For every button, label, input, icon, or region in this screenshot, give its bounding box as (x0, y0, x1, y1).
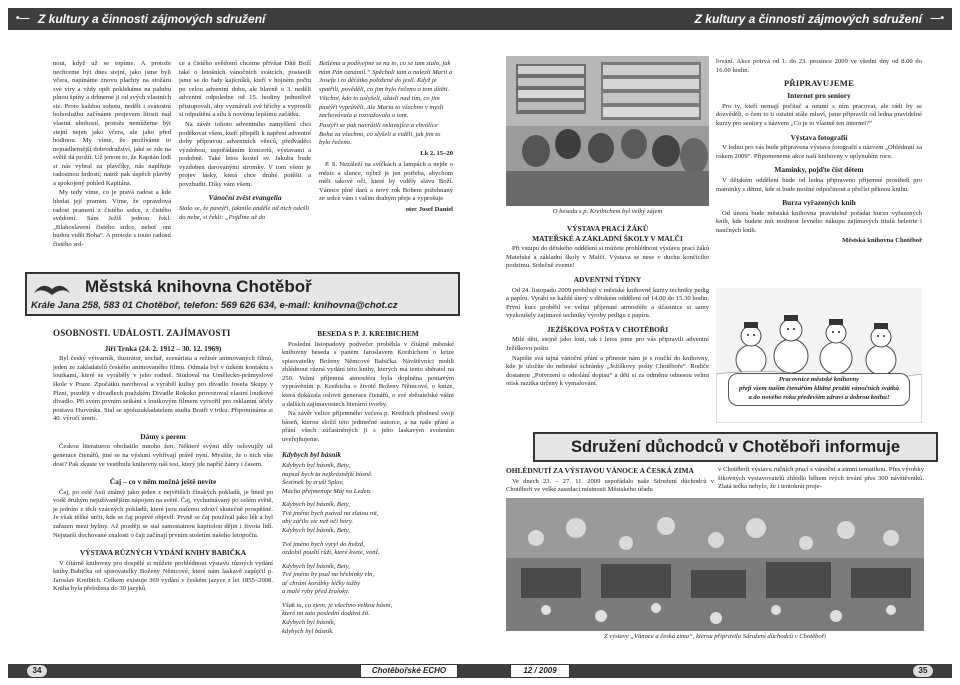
section-title: OSOBNOSTI. UDÁLOSTI. ZAJÍMAVOSTI (53, 328, 231, 338)
left-bottom-col1 (53, 325, 273, 660)
masthead-contact: Krále Jana 258, 583 01 Chotěboř, telefon: 569 626 634, e-mail: knihovna@chot.cz (31, 300, 398, 311)
section-heading: Dámy s perem (140, 431, 186, 441)
section-heading: Internet pro seniory (787, 91, 851, 101)
poem-line: Mácha přejmenuje Máj na Leden. (282, 487, 372, 495)
poem-line: ozdobil pouští růží, které kvete, vonÍ. (282, 549, 380, 557)
poem-line: Kdybych byl básník, Bety, (282, 462, 350, 469)
section-heading: Burza vyřazených knih (782, 198, 856, 208)
left-top-col2 (179, 60, 311, 265)
seniors-col1 (506, 466, 714, 496)
masthead-title: Městská knihovna Chotěboř (85, 277, 312, 296)
snowmen-greeting-card (716, 288, 922, 423)
exhibition-caption: Z výstavy „Vánoce a česká zima“, kterou připravilo Sdružení důchodců v Chotěboři (603, 633, 827, 640)
right-col2 (716, 58, 922, 284)
paragraph: lování. Akce potrvá od 1. do 23. prosince 2009 ve všední dny od 8.00 do 16.00 hodin. (716, 58, 922, 74)
bible-reference: Lk 2, 15–20 (420, 149, 453, 157)
right-header-title: Z kultury a činnosti zájmových sdružení (694, 12, 922, 26)
poem-line: Kdybych byl básník, (282, 619, 336, 626)
poem-line: a malé ryby před žraloky. (282, 588, 350, 596)
arrow-right-icon: —• (930, 13, 944, 24)
page-number: 34 (26, 664, 48, 678)
issue-number: 12 / 2009 (510, 664, 570, 678)
section-heading: BESEDA S P. J. KREIBICHEM (317, 329, 419, 338)
section-title: PŘIPRAVUJEME (783, 78, 855, 89)
photo-caption: O besedu s p. Kreibichem byl velký zájem (552, 208, 663, 215)
poem-line: Tvé jméno bych vyryl do hvězd, (282, 540, 365, 548)
magazine-title: Chotěbořské ECHO (360, 664, 458, 678)
section-heading: Maminky, pojďte číst dětem (774, 165, 864, 175)
poem-line: které mi tato poslední dodává žít. (282, 610, 370, 618)
paragraph: Všichni, kdo to uslyšeli, užasli nad tím, co jim pastýři vyprávěli. Ale Maria to všechno v mysli zachovávala a rozvažovala o tom. (319, 95, 444, 120)
right-col1 (506, 220, 709, 430)
left-top-col3 (319, 60, 453, 265)
paragraph: Pro ty, kteří nemají počítač a neumí s ním pracovat, ale rádi by se dozvěděli, o čem to ti ostatní stále mluví, jsme připravili od ledna pravidelné kurzy pro seniory s názvem „Co je to vlastně ten internet?“ (716, 102, 922, 128)
page-number: 35 (912, 664, 934, 678)
left-header-title: Z kultury a činnosti zájmových sdružení (38, 12, 266, 26)
poem-line: Však tu, co zjem, je všechno velkou básní, (282, 601, 393, 609)
paragraph: Českou literaturou obohatilo mnoho žen. Některé svými díly oslovujíly už generace čtenářů, jiné se na výsluní vyhřívají právě nyní. Myslíte, že o nich víte dost? Pak zkuste ve vestibulu knihovny náš test, který jde napříč žánry i časem. (53, 443, 273, 468)
poem-line: Tvé jméno by psal na hřebínky vln, (282, 571, 375, 579)
arrow-left-icon: •— (16, 13, 30, 24)
paragraph: Od února bude městská knihovna pravidelně pořádat burzu vyřazených knih, kde budete mít možnost levného nákupu zajímavých titulů beletrie i naučných knih. (716, 209, 922, 234)
paragraph: Betléma a podívejme se na to, co se tam stalo, jak nám Pán oznámil.“ Spěchali tam a nalezli Marii a Josefa i to děťátko položené do jeslí. Když je spatřili, pověděli, co jim bylo řečeno o tom dítěti. (319, 60, 453, 93)
paragraph: Poslední listopadový podvečer proběhla v čítárně městské knihovny beseda s panem Jaroslavem Kreibichem o krize spisovatelky Boženy Němcové Babička. Návštěvníci mohli zhlédnout různá vydání této knihy, kterých má tento sběratel na 250. Velmi příjemná atmosféra byla doplněna poutavým vyprávěním p. Kreibicha o životě Boženy Němcové, o knize, která dokázala oslovit generace čtenářů, o své sběratelské vášni a dalších zajímavostech literární tvorby. (282, 340, 454, 408)
paragraph: Od 24. listopadu 2009 probíhají v městské knihovně kurzy techniky pedig a papíru. Vyrábí se každé úterý v dětském oddělení od 14.00 do 15.30 hodin. První kurz proběhl ve velmi příjemné atmosféře a účastnice si samy vyzkoušely zajímavé techniky výroby pedigu z papíru. (506, 286, 709, 320)
poem-line: Kdybych byl básník, Bety, (282, 526, 350, 534)
paragraph: Na závěr velice příjemného večera p. Kreibich přednesl svoji báseň, kterou složil této jedinečné autorce, a na naše přání a přání všech zúčastněných ji s jeho laskavým svolením uveřejňujeme. (282, 410, 454, 443)
paragraph: Při vstupu do dětského oddělení si můžete prohlédnout výstavu prací žáků Mateřské a základní školy v Malči. Výstava se nese v duchu končícího podzimu. Srdečně zveme! (506, 245, 709, 270)
left-top-col1 (53, 60, 171, 265)
paragraph: nout, když už se topíme. A protože nechceme být dnes stejní, jako jsme byli včera, napínáme znovu plachty na stožáru své víry a vždy opět poklekáme na palubu plnou špíny a drhneme ji od svých vlastních siz. Proto každou sobotu, neděli i svátostní bohoslužbu začínáme projevem lítosti nad vlastní ubohostí, protože nemůžeme být stejní nejen jako včera, ale jako před hodinou. My víme, že prožíváme to nejnádhernější dobrodružství, jaké se zde na světě dá prožít. Už jenom to, že Kapitán lodi si nás vybral za plavčíky, nás naplňuje radostnou hrdostí; natož pak úspěch plavby a spokojený pohled Kapitána. (53, 60, 171, 187)
library-masthead (25, 272, 460, 316)
paragraph: Napište svá tajná vánoční přání a přineste nám je s roučkí do knihovny, kde je uložíte do nebeské schránky „Ježíškovy pošty Chotěboře“. Rodiče dostanou „Potvrzení o odeslání dopisu“ a děti si za odměnu odnesou velmi otisk razítka určený k vymalování. (506, 354, 709, 388)
poem-title: Kdybych byl básník (282, 450, 342, 460)
section-heading: Čaj – co v něm možná ještě nevíte (109, 477, 217, 487)
left-header (8, 8, 480, 30)
paragraph: Stalo se, že pastýři, jakmile andělé od nich odešli do nebe, si řekli: „Pojďme až do (179, 205, 310, 221)
paragraph: V dětském oddělení bude od ledna připraveno příjemné prostředí pro maminky s dětmi, kde si bude možné odpočinout a přečíst pěknou knihu. (716, 176, 922, 193)
poem-line: napsal bych ta nejkrásnější básně. (282, 470, 373, 478)
paragraph: ce a čistého svědomí chceme přivítat Dítě Boží také o letošních vánočních svátcích, postavili jsme se do řady kajícníků, kteří v hojném počtu po celou adventní dobu, ale hlavně o 3. neděli adventní odpoledne od 15. hodiny jednotlivě přistupovali, aby vyznávali své hříchy a vyprosili si odpuštění a sílu k novému lepšímu začátku. (179, 60, 311, 119)
paragraph: v Chotěboři výstavu ručních prací s vánoční a zimní tematikou. Přes výrobky šikovných vystavovatelů zhlédlo během tvých trvání přes 300 návštěvníků. Zlatá tečka nebylo, že i tentokrát proje- (718, 466, 924, 491)
library-logo-icon (32, 277, 72, 299)
paragraph: P. S. Nezáleží na svíčkách a lampách a nejde o měsíc a slunce, nýbrž je jen potřeba, abychom měli takové oči, které by viděly slávu Boží. Vánoce plné darů a nový rok Bohem požehnaný ze srdce vám i vašim drahým přeje a vyprošuje (319, 161, 453, 203)
paragraph: V lednu pro vás bude připravena výstava fotografií s názvem „Ohlédnutí za rokem 2009“. Připomeneme akce naší knihovny v uplynulém roce. (716, 144, 922, 160)
poem-line: Kdybych byl básník, Bety, (282, 501, 350, 509)
section-heading: VÝSTAVA RŮZNÝCH VYDÁNÍ KNIHY BABIČKA (79, 548, 247, 558)
seniors-banner: Sdružení důchodců v Chotěboři informuje (533, 432, 938, 462)
paragraph: Ve dnech 23. – 27. 11. 2009 uspořádalo naše Sdružení důchodců v Chotěboři ve velké zasedací místnosti Městského úřadu (506, 477, 714, 494)
person-heading: Jiří Trnka (24. 2. 1912 – 30. 12. 1969) (104, 343, 222, 353)
poem-line: Šesťmek by zruší Splav, (282, 479, 344, 487)
right-page (480, 0, 960, 685)
poem (282, 462, 454, 636)
paragraph: Na závěr tohoto adventního zamyšlení chci poděkovat všem, kteří přispěli k napření adventní doby přípravou adventních věnců, předváděcí výzdobou, uspořádáním koncertů, výstavami a podobně. Také letos kostel sv. Jakuba bude vyzdoben darovanými stromky. V tom všem je projev lásky, která chce druhé potěšit a povzbudit. Díky vám všem. (179, 120, 311, 188)
exhibition-photo (506, 498, 924, 631)
signature: otec Josef Daniel (405, 206, 453, 213)
poem-line: kdybych byl básník. (282, 627, 334, 635)
poem-line: Kdybych byl básník, Bety, (282, 562, 350, 570)
poem-line: aby zářilo víc než oči hory. (282, 518, 354, 526)
seniors-col2 (718, 466, 924, 496)
section-heading: JEŽÍŠKOVA POŠTA V CHOTĚBOŘI (546, 324, 669, 334)
signature: Městská knihovna Chotěboř (842, 237, 922, 245)
paragraph: Byl český výtvarník, ilustrátor, sochař, scenárista a režisér animovaných filmů, jeden ze zakladatelů českého animovaného filmu. Odmala byl v úzkém kontaktu s loutkami, které se vyráběly v jeho rodině. Studoval na Umělecko-průmyslové škole v Praze. Zpočátku navrhoval a vyráběl kulisy pro divadlo Josefa Skupy v Plzni, později v divadlech pražském Divadle Rokoko provozoval vlastní loutkové divadlo. Při svém prvním setkání s loutkovým filmem vytvořil pro reklamní účely postavu Hurvínka. Stal se spoluzakladatelem studia Bratři v triku. Připomínáme si 40. výročí úmrtí. (53, 355, 273, 423)
poem-line: ať chrání korábky léčky tužby (282, 579, 361, 587)
right-header (480, 8, 952, 30)
section-heading: OHLÉDNUTÍ ZA VÝSTAVOU VÁNOCE A ČESKÁ ZIMA (506, 466, 694, 475)
meeting-photo (506, 56, 709, 206)
paragraph: Čaj, po celé Asii známý jako jeden z největších čínských pokladů, je hned po vodě druhým nejužívanějším nápojem na světě. Čaj, vychutnávaný po celém světě, je jedním z těch vzácných pokladů, které jsou našemu zdraví skutečně prospěšné. Je však těžké určit, kde se čaj poprvé objevil. Prvně se čaj používal jako lék a byl zařazen mezi byliny. Až později se stal samostatnou kapitolou dějin i života lidí. Nejstarší dochované znalosti o čaji začínají prvním stoletím našeho letopočtu. (53, 488, 273, 539)
greeting-text: Pracovnice městské knihovny přejí všem našim čtenářům klidné prožití vánočních svátků a do nového roku především zdraví a dobrou knihu! (728, 373, 910, 406)
section-heading: Vánoční zvěst evangelia (208, 193, 282, 203)
left-bottom-col2 (282, 325, 454, 660)
section-heading: ADVENTNÍ TÝDNY (573, 274, 642, 284)
paragraph: Pastýři se pak navrátili oslavujíce a chválíce Boha za všechno, co slyšeli a viděli, jak jim to bylo řečeno. (319, 121, 441, 147)
section-heading: VÝSTAVA PRACÍ ŽÁKŮ MATEŘSKÉ A ZÁKLADNÍ ŠKOLY V MALČI (532, 224, 683, 243)
paragraph: My tedy víme, co je pravá radost a kde hledat její pramen. Víme, že opravdová radost pramení z čistého srdce, z čistého svědomí. Sám Ježíš jednou řekl: „Blahoslavení čistého srdce, neboť oni budou vidět Boha“. A protože s touto radostí čistého srd- (53, 189, 171, 248)
paragraph: V čítárně knihovny pro dospělé si můžete prohlédnout výstavu různých vydání knihy Babička od spisovatelky Boženy Němcové, které nám laskavě zapůjčil p. Jaroslav Kreibich. Celkem existuje 369 vydání v českém jazyce z let 1855–2008. Kniha byla přeložena do 30 jazyků. (53, 559, 273, 593)
poem-line: Tvé jméno bych psával na zlatou nit, (282, 509, 379, 517)
paragraph: Milé děti, stejně jako loni, tak i letos jsme pro vás připravili adventní Ježíškovu poštu. (506, 336, 709, 352)
section-heading: Výstava fotografií (790, 132, 848, 142)
